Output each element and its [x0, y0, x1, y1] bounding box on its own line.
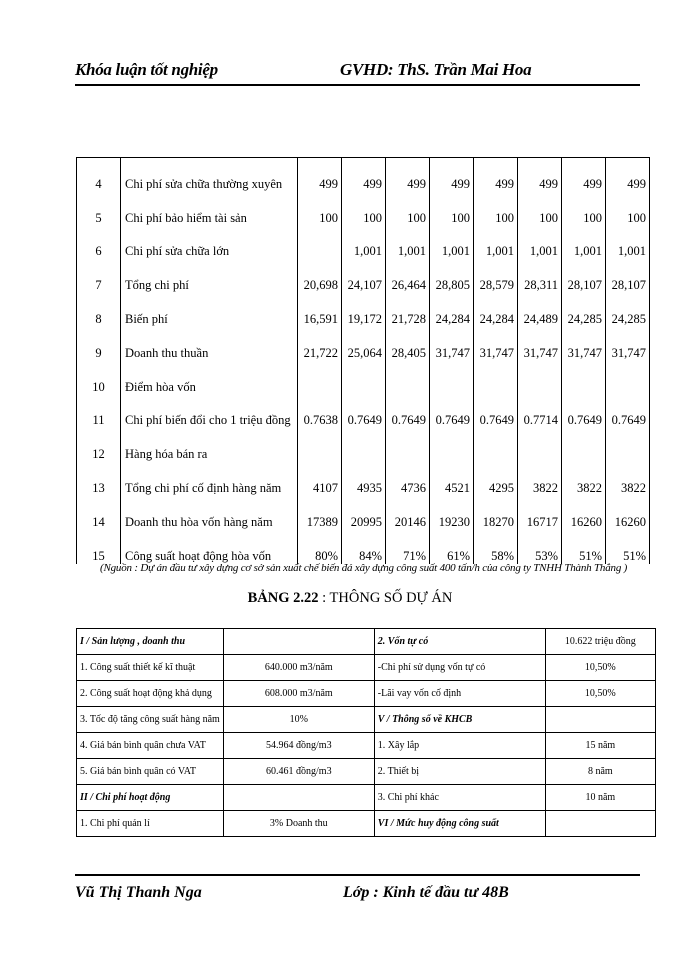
- table-cell: 53%: [518, 530, 562, 564]
- table-cell: I / Sản lượng , doanh thu: [77, 629, 224, 655]
- table-cell: 24,284: [474, 293, 518, 327]
- table-cell: 28,311: [518, 259, 562, 293]
- table-cell: 58%: [474, 530, 518, 564]
- table-cell: 100: [342, 192, 386, 226]
- table-cell: 4935: [342, 462, 386, 496]
- table-cell: 21,722: [298, 327, 342, 361]
- table-cell: 100: [518, 192, 562, 226]
- table-cell: [386, 428, 430, 462]
- table-cell: 10%: [223, 707, 374, 733]
- table-cell: 5. Giá bán bình quân có VAT: [77, 759, 224, 785]
- table-cell: 1. Công suất thiết kế kĩ thuật: [77, 655, 224, 681]
- table-row: [77, 395, 650, 429]
- table-cell: 20,698: [298, 259, 342, 293]
- row-label: Chi phí bảo hiểm tài sản: [121, 192, 298, 226]
- table-cell: [474, 428, 518, 462]
- table-cell: 499: [342, 158, 386, 192]
- table-cell: 1,001: [342, 226, 386, 260]
- row-label: Doanh thu hòa vốn hàng năm: [121, 496, 298, 530]
- table-cell: 16260: [606, 496, 650, 530]
- table-cell: 28,579: [474, 259, 518, 293]
- table-cell: 16260: [562, 496, 606, 530]
- table-cell: 31,747: [562, 327, 606, 361]
- table-cell: 4107: [298, 462, 342, 496]
- row-number: 15: [77, 530, 121, 564]
- table-cell: [298, 428, 342, 462]
- table-cell: [223, 785, 374, 811]
- table-row: [77, 759, 656, 785]
- row-label: Tổng chi phí cố định hàng năm: [121, 462, 298, 496]
- table-row: [77, 259, 650, 293]
- table-cell: [606, 361, 650, 395]
- table-cell: 499: [606, 158, 650, 192]
- table-cell: 640.000 m3/năm: [223, 655, 374, 681]
- table-cell: 0.7649: [562, 395, 606, 429]
- table-cell: [430, 428, 474, 462]
- table-row: [77, 811, 656, 837]
- table-cell: -Chi phí sử dụng vốn tự có: [374, 655, 545, 681]
- table-cell: 3. Chi phí khác: [374, 785, 545, 811]
- table-cell: [298, 361, 342, 395]
- table-cell: 1,001: [518, 226, 562, 260]
- table-cell: 20995: [342, 496, 386, 530]
- row-label: Doanh thu thuần: [121, 327, 298, 361]
- table-row: [77, 629, 656, 655]
- table-cell: 80%: [298, 530, 342, 564]
- table-cell: 84%: [342, 530, 386, 564]
- table-cell: [430, 361, 474, 395]
- table-cell: 0.7649: [474, 395, 518, 429]
- table-row: [77, 655, 656, 681]
- table-cell: 18270: [474, 496, 518, 530]
- page-header: [75, 56, 640, 86]
- table-caption: : THÔNG SỐ DỰ ÁN: [318, 590, 453, 606]
- table-cell: 499: [298, 158, 342, 192]
- row-label: Điểm hòa vốn: [121, 361, 298, 395]
- table-cell: 499: [386, 158, 430, 192]
- header-advisor: GVHD: ThS. Trần Mai Hoa: [340, 60, 532, 79]
- table-row: [77, 733, 656, 759]
- source-note: (Nguồn : Dự án đầu tư xây dựng cơ sở sản xuất chế biến đá xây dựng công suất 400 tấn/h của công ty TNHH Thành Thắng ): [100, 562, 628, 574]
- table-cell: [342, 428, 386, 462]
- table-cell: 51%: [606, 530, 650, 564]
- table-cell: 24,284: [430, 293, 474, 327]
- table-cell: 3822: [518, 462, 562, 496]
- row-label: Công suất hoạt động hòa vốn: [121, 530, 298, 564]
- row-number: 5: [77, 192, 121, 226]
- table-cell: [298, 226, 342, 260]
- table-cell: 24,107: [342, 259, 386, 293]
- table-cell: [545, 707, 655, 733]
- table-cell: 31,747: [430, 327, 474, 361]
- table-row: [77, 327, 650, 361]
- table-cell: 4295: [474, 462, 518, 496]
- table-cell: 19230: [430, 496, 474, 530]
- table-number: BẢNG 2.22: [247, 590, 319, 606]
- table-cell: 499: [518, 158, 562, 192]
- table-cell: 100: [474, 192, 518, 226]
- table-cell: 3% Doanh thu: [223, 811, 374, 837]
- table-cell: 60.461 đồng/m3: [223, 759, 374, 785]
- table-cell: 10 năm: [545, 785, 655, 811]
- table-cell: 31,747: [518, 327, 562, 361]
- table-cell: 100: [298, 192, 342, 226]
- table-cell: 17389: [298, 496, 342, 530]
- row-label: Biến phí: [121, 293, 298, 327]
- row-number: 9: [77, 327, 121, 361]
- row-number: 6: [77, 226, 121, 260]
- table-cell: II / Chi phí hoạt động: [77, 785, 224, 811]
- table-cell: 28,805: [430, 259, 474, 293]
- table-cell: 1. Chi phí quản lí: [77, 811, 224, 837]
- table-cell: 10,50%: [545, 655, 655, 681]
- table-cell: 54.964 đồng/m3: [223, 733, 374, 759]
- table-cell: 499: [562, 158, 606, 192]
- cost-table: [76, 157, 650, 564]
- table-cell: 24,489: [518, 293, 562, 327]
- table-cell: 608.000 m3/năm: [223, 681, 374, 707]
- table-cell: -Lãi vay vốn cố định: [374, 681, 545, 707]
- table-cell: 8 năm: [545, 759, 655, 785]
- table-cell: 3. Tốc độ tăng công suất hàng năm: [77, 707, 224, 733]
- table-title: [0, 590, 700, 607]
- table-cell: 21,728: [386, 293, 430, 327]
- table-cell: 3822: [562, 462, 606, 496]
- table-cell: 16717: [518, 496, 562, 530]
- table-row: [77, 681, 656, 707]
- table-cell: 1,001: [606, 226, 650, 260]
- table-cell: 1,001: [474, 226, 518, 260]
- header-thesis-title: Khóa luận tốt nghiệp: [75, 60, 218, 79]
- project-parameters-table: [76, 628, 656, 837]
- table-cell: 4521: [430, 462, 474, 496]
- row-number: 7: [77, 259, 121, 293]
- table-row: [77, 707, 656, 733]
- table-cell: 0.7714: [518, 395, 562, 429]
- table-cell: 0.7649: [606, 395, 650, 429]
- table-cell: 24,285: [606, 293, 650, 327]
- table-cell: 51%: [562, 530, 606, 564]
- row-label: Chi phí sửa chữa lớn: [121, 226, 298, 260]
- table-row: [77, 462, 650, 496]
- table-cell: 19,172: [342, 293, 386, 327]
- footer-author: Vũ Thị Thanh Nga: [75, 884, 202, 901]
- table-cell: 4. Giá bán bình quân chưa VAT: [77, 733, 224, 759]
- table-cell: 1,001: [430, 226, 474, 260]
- table-row: [77, 158, 650, 192]
- table-cell: [518, 361, 562, 395]
- table-row: [77, 361, 650, 395]
- table-cell: 20146: [386, 496, 430, 530]
- table-cell: 10,50%: [545, 681, 655, 707]
- row-number: 12: [77, 428, 121, 462]
- footer-class: Lớp : Kinh tế đầu tư 48B: [343, 884, 509, 901]
- table-cell: 25,064: [342, 327, 386, 361]
- table-cell: 16,591: [298, 293, 342, 327]
- table-cell: 71%: [386, 530, 430, 564]
- table-cell: 1,001: [386, 226, 430, 260]
- table-cell: [545, 811, 655, 837]
- row-label: Hàng hóa bán ra: [121, 428, 298, 462]
- table-cell: 10.622 triệu đồng: [545, 629, 655, 655]
- row-number: 4: [77, 158, 121, 192]
- row-number: 10: [77, 361, 121, 395]
- table-cell: 100: [562, 192, 606, 226]
- table-cell: [386, 361, 430, 395]
- table-cell: 4736: [386, 462, 430, 496]
- row-number: 11: [77, 395, 121, 429]
- table-cell: 0.7649: [386, 395, 430, 429]
- table-row: [77, 428, 650, 462]
- table-cell: 0.7649: [430, 395, 474, 429]
- table-cell: [223, 629, 374, 655]
- row-number: 8: [77, 293, 121, 327]
- table-cell: [474, 361, 518, 395]
- row-label: Tổng chi phí: [121, 259, 298, 293]
- table-cell: 28,107: [562, 259, 606, 293]
- table-cell: 2. Thiết bị: [374, 759, 545, 785]
- table-cell: 0.7638: [298, 395, 342, 429]
- row-label: Chi phí sửa chữa thường xuyên: [121, 158, 298, 192]
- table-row: [77, 785, 656, 811]
- table-row: [77, 192, 650, 226]
- table-row: [77, 530, 650, 564]
- table-cell: 3822: [606, 462, 650, 496]
- table-cell: 100: [430, 192, 474, 226]
- table-cell: 26,464: [386, 259, 430, 293]
- table-cell: 0.7649: [342, 395, 386, 429]
- table-cell: 1,001: [562, 226, 606, 260]
- table-cell: 15 năm: [545, 733, 655, 759]
- table-row: [77, 226, 650, 260]
- table-cell: 24,285: [562, 293, 606, 327]
- table-cell: 499: [430, 158, 474, 192]
- table-cell: 31,747: [474, 327, 518, 361]
- row-number: 13: [77, 462, 121, 496]
- table-cell: 2. Vốn tự có: [374, 629, 545, 655]
- table-cell: 1. Xây lắp: [374, 733, 545, 759]
- row-label: Chi phí biến đổi cho 1 triệu đồng: [121, 395, 298, 429]
- table-cell: V / Thông số về KHCB: [374, 707, 545, 733]
- table-cell: VI / Mức huy động công suất: [374, 811, 545, 837]
- table-cell: 61%: [430, 530, 474, 564]
- row-number: 14: [77, 496, 121, 530]
- table-row: [77, 496, 650, 530]
- table-cell: [562, 428, 606, 462]
- table-cell: 100: [606, 192, 650, 226]
- table-cell: [518, 428, 562, 462]
- table-cell: 28,107: [606, 259, 650, 293]
- table-cell: 100: [386, 192, 430, 226]
- table-cell: [342, 361, 386, 395]
- table-cell: [562, 361, 606, 395]
- table-cell: 31,747: [606, 327, 650, 361]
- table-cell: 499: [474, 158, 518, 192]
- page-footer: [75, 874, 640, 901]
- table-cell: 2. Công suất hoạt động khả dụng: [77, 681, 224, 707]
- table-cell: [606, 428, 650, 462]
- table-cell: 28,405: [386, 327, 430, 361]
- table-row: [77, 293, 650, 327]
